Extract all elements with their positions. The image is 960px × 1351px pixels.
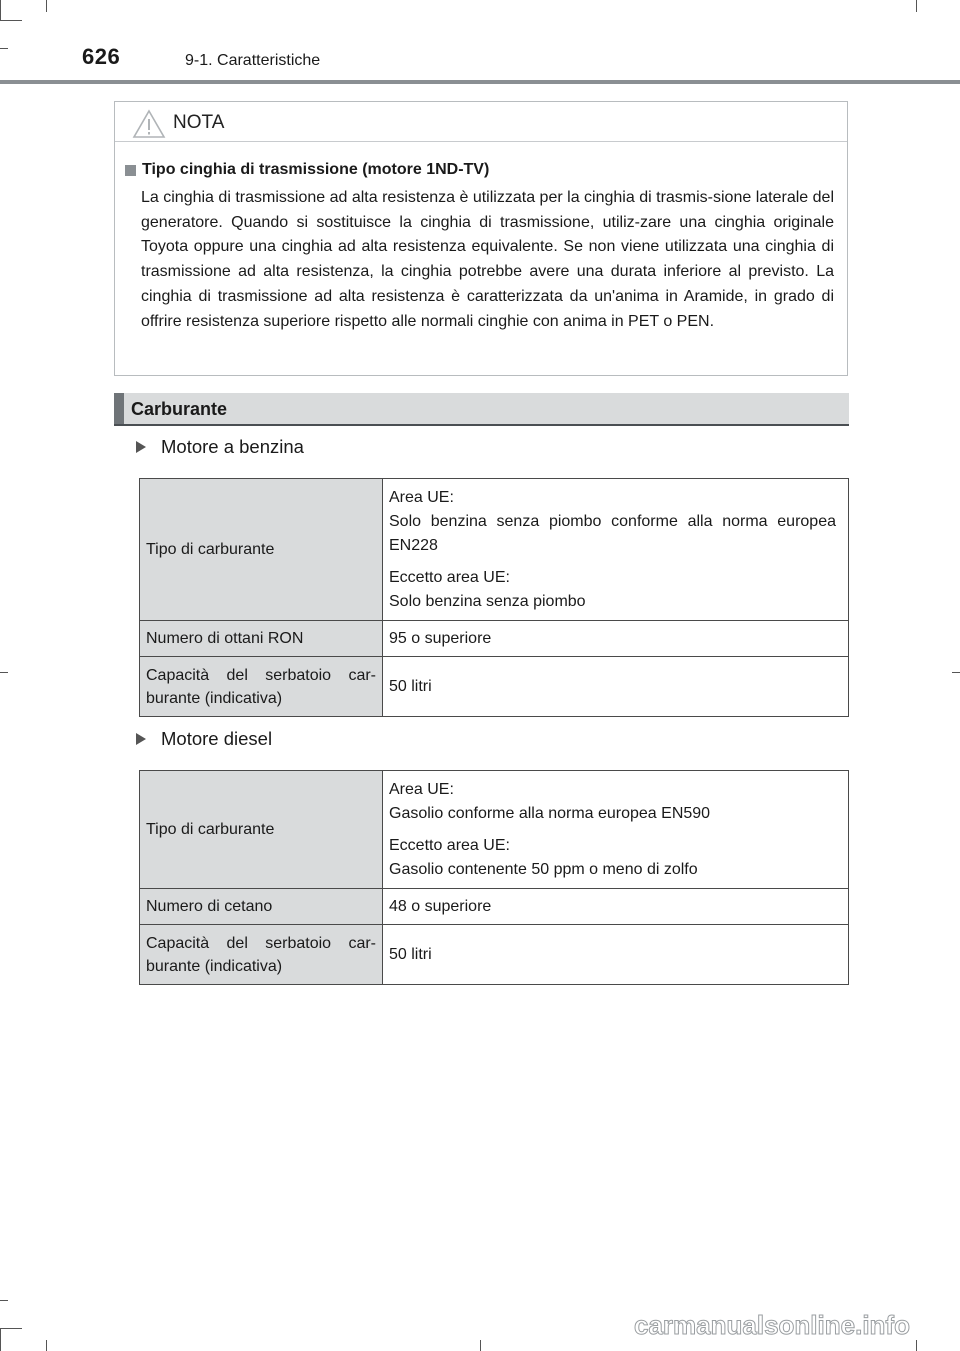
crop-mark <box>952 672 960 673</box>
table-row <box>140 889 849 925</box>
crop-mark <box>480 1340 481 1351</box>
non-eu-area-label: Eccetto area UE: <box>389 836 510 854</box>
crop-mark <box>46 1340 47 1351</box>
crop-mark <box>0 672 8 673</box>
diesel-heading <box>136 728 272 750</box>
octane-label: Numero di ottani RON <box>140 621 383 657</box>
note-subheading <box>125 161 489 179</box>
section-bar-accent <box>114 393 124 424</box>
capacity-value: 50 litri <box>383 657 849 717</box>
watermark <box>622 1307 922 1343</box>
note-title: NOTA <box>173 112 225 133</box>
non-eu-block <box>389 834 836 882</box>
capacity-label: Capacità del serbatoio car-burante (indicativa) <box>140 925 383 985</box>
warning-icon <box>132 109 166 139</box>
petrol-spec-table <box>139 478 849 717</box>
eu-area-value: Solo benzina senza piombo conforme alla norma europea EN228 <box>389 512 836 554</box>
petrol-heading <box>136 436 304 458</box>
non-eu-area-value: Solo benzina senza piombo <box>389 592 586 610</box>
non-eu-area-label: Eccetto area UE: <box>389 568 510 586</box>
octane-value: 95 o superiore <box>383 621 849 657</box>
petrol-heading-text: Motore a benzina <box>161 436 304 457</box>
crop-mark <box>916 0 917 12</box>
diesel-spec-table <box>139 770 849 985</box>
crop-mark <box>46 0 47 12</box>
table-row <box>140 479 849 621</box>
eu-area-value: Gasolio conforme alla norma europea EN590 <box>389 804 711 822</box>
eu-area-label: Area UE: <box>389 780 454 798</box>
note-subheading-text: Tipo cinghia di trasmissione (motore 1ND-TV) <box>142 161 490 178</box>
eu-block <box>389 486 836 558</box>
triangle-bullet-icon <box>136 733 146 745</box>
crop-mark <box>0 1328 22 1329</box>
cetane-value: 48 o superiore <box>383 889 849 925</box>
note-body: La cinghia di trasmissione ad alta resistenza è utilizzata per la cinghia di trasmis-sione laterale del generatore. Quando si sostituisce la cinghia di trasmissione, utiliz-zare una cinghia originale Toyota oppure una cinghia ad alta resistenza equivalente. Se non viene utilizzata una cinghia di trasmissione ad alta resistenza, la cinghia potrebbe avere una durata inferiore al previsto. La cinghia di trasmissione ad alta resistenza è caratterizzata da un'anima in Aramide, in grado di offrire resistenza superiore rispetto alle normali cinghie con anima in PET o PEN. <box>141 189 834 330</box>
header-rule <box>0 80 960 84</box>
section-title: 9-1. Caratteristiche <box>185 52 321 69</box>
note-box <box>114 101 848 376</box>
non-eu-block <box>389 566 836 614</box>
capacity-value: 50 litri <box>383 925 849 985</box>
section-bar <box>114 393 849 426</box>
table-row <box>140 925 849 985</box>
crop-mark <box>0 48 8 49</box>
table-row <box>140 771 849 889</box>
diesel-heading-text: Motore diesel <box>161 728 273 749</box>
crop-mark <box>0 1328 1 1351</box>
page-number: 626 <box>82 44 121 69</box>
capacity-label: Capacità del serbatoio car-burante (indicativa) <box>140 657 383 717</box>
fuel-type-value <box>383 771 849 889</box>
table-row <box>140 657 849 717</box>
table-row <box>140 621 849 657</box>
crop-mark <box>0 1300 8 1301</box>
square-bullet-icon <box>125 165 136 176</box>
watermark-text: carmanualsonline.info <box>634 1310 910 1340</box>
crop-mark <box>0 0 1 20</box>
crop-mark <box>0 20 22 21</box>
section-heading: Carburante <box>131 399 228 419</box>
eu-block <box>389 778 836 826</box>
fuel-type-label: Tipo di carburante <box>140 771 383 889</box>
triangle-bullet-icon <box>136 441 146 453</box>
eu-area-label: Area UE: <box>389 488 454 506</box>
non-eu-area-value: Gasolio contenente 50 ppm o meno di zolfo <box>389 860 698 878</box>
fuel-type-value <box>383 479 849 621</box>
fuel-type-label: Tipo di carburante <box>140 479 383 621</box>
note-header <box>115 102 847 142</box>
cetane-label: Numero di cetano <box>140 889 383 925</box>
